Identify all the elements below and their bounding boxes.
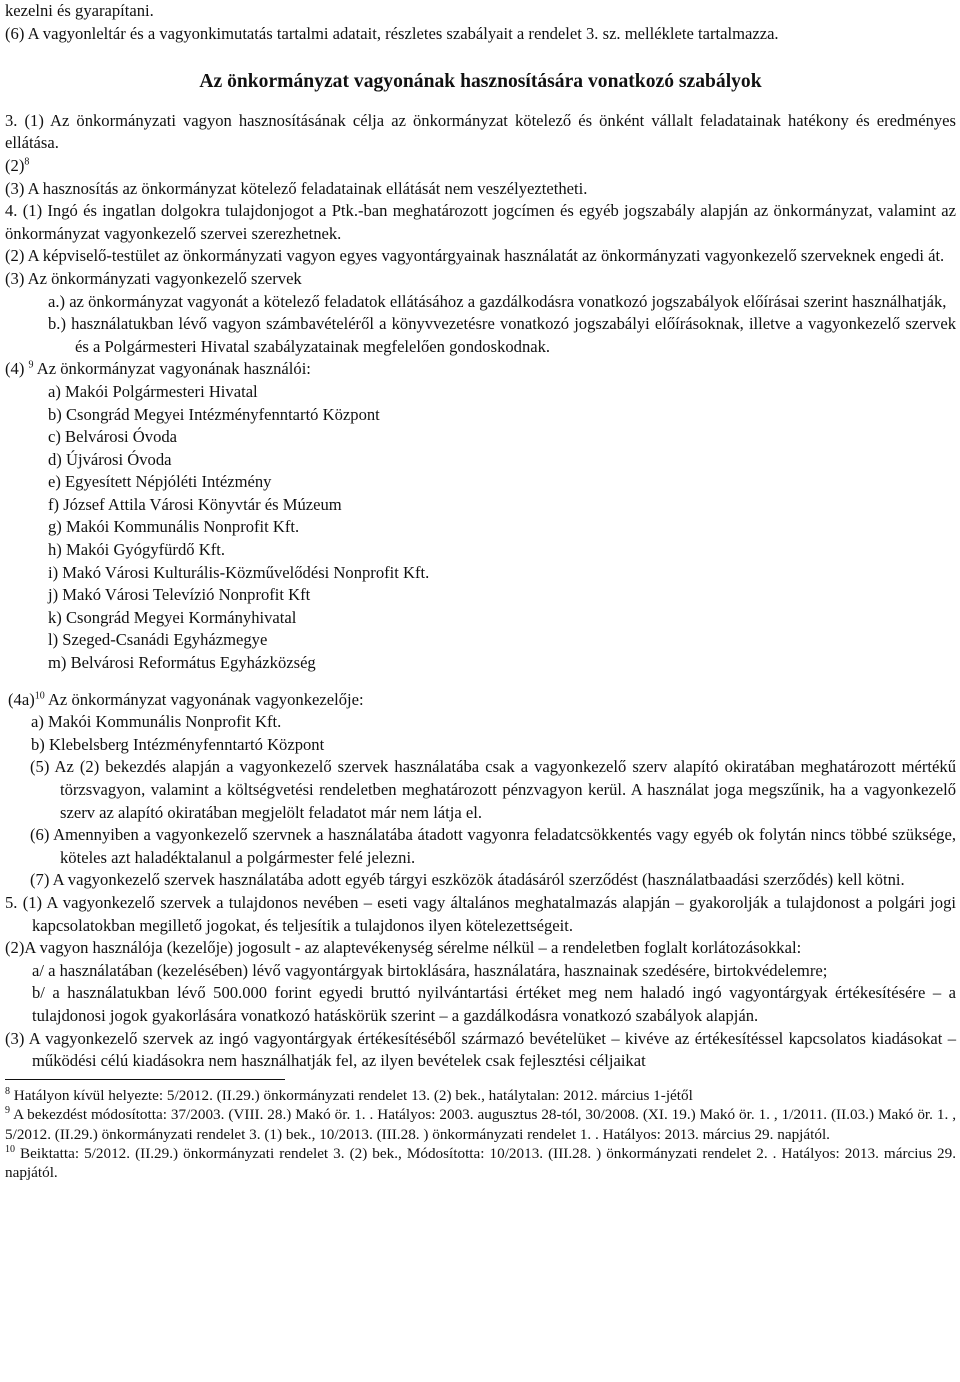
footnote-ref: 8 bbox=[24, 156, 30, 168]
paragraph-5-3: (3) A vagyonkezelő szervek az ingó vagyontárgyak értékesítéséből származó bevételüket – kivéve az értékesítéssel kapcsolatos kiadásokat – működési célú kiadásokra nem használhatják fel, az ilyen bevételek csak fejlesztési céljaikat bbox=[5, 1028, 956, 1071]
paragraph-4-4: (4) $^9$ Az önkormányzat vagyonának használói: bbox=[5, 359, 311, 379]
footnote: $^9$ A bekezdést módosította: 37/2003. (VIII. 28.) Makó ör. 1. . Hatályos: 2003. augusztus 28-tól, 30/2008. (XI. 19.) Makó ör. 1. , 1/2011. (II.03.) Makó ör. 1. , 5/2012. (II.29.) önkormányzati rendelet 3. (1) bek., 10/2013. (III.28. ) önkormányzati rendelet 1. . Hatályos: 2013. március 29. napjától. bbox=[5, 1105, 956, 1143]
paragraph-4-6: (6) Amennyiben a vagyonkezelő szervnek a használatába átadott vagyonra feladatcsökkentés vagy egyéb ok folytán nincs többé szüksége, köteles azt haladéktalanul a polgármester felé jelezni. bbox=[30, 825, 956, 867]
footnote-divider bbox=[5, 1079, 285, 1080]
kezelok-list bbox=[5, 711, 956, 756]
paragraph-4-4a: $(4a)^{10}$ Az önkormányzat vagyonának vagyonkezelője: bbox=[8, 689, 364, 709]
list-item: k) Csongrád Megyei Kormányhivatal bbox=[48, 607, 297, 627]
users-list bbox=[5, 381, 956, 675]
footnote: $^{10}$ Beiktatta: 5/2012. (II.29.) önkormányzati rendelet 3. (2) bek., Módosította: 10/2013. (III.28. ) önkormányzati rendelet 2. . Hatályos: 2013. március 29. napjától. bbox=[5, 1143, 956, 1182]
paragraph-5-2: (2)A vagyon használója (kezelője) jogosult - az alaptevékenység sérelme nélkül – a rendeletben foglalt korlátozásokkal: bbox=[5, 938, 802, 958]
footnotes bbox=[5, 1086, 956, 1183]
text-line: kezelni és gyarapítani. bbox=[5, 1, 154, 20]
paragraph-4-3-b: b.) használatukban lévő vagyon számbavételéről a könyvvezetésre vonatkozó jogszabályi előírásoknak, illetve a vagyonkezelő szervek és a Polgármesteri Hivatal szabályzatainak megfelelően gondoskodnak. bbox=[48, 314, 956, 356]
list-item: c) Belvárosi Óvoda bbox=[48, 427, 178, 447]
list-item: b) Csongrád Megyei Intézményfenntartó Központ bbox=[48, 404, 380, 424]
list-item: h) Makói Gyógyfürdő Kft. bbox=[48, 540, 225, 560]
list-item: a) Makói Polgármesteri Hivatal bbox=[48, 381, 258, 401]
list-item: d) Újvárosi Óvoda bbox=[48, 449, 172, 469]
list-item: f) József Attila Városi Könyvtár és Múzeum bbox=[48, 494, 342, 514]
paragraph-5-2-a: a/ a használatában (kezelésében) lévő vagyontárgyak birtoklására, használatára, hasznainak szedésére, birtokvédelemre; bbox=[32, 960, 828, 980]
list-item: l) Szeged-Csanádi Egyházmegye bbox=[48, 630, 268, 650]
paragraph-4-7: (7) A vagyonkezelő szervek használatába adott egyéb tárgyi eszközök átadásáról szerződést (használatbaadási szerződés) kell kötni. bbox=[30, 870, 905, 890]
text-line: (6) A vagyonleltár és a vagyonkimutatás tartalmi adatait, részletes szabályait a rendelet 3. sz. melléklete tartalmazza. bbox=[5, 23, 779, 43]
list-item: i) Makó Városi Kulturális-Közművelődési Nonprofit Kft. bbox=[48, 562, 430, 582]
list-item: b) Klebelsberg Intézményfenntartó Központ bbox=[31, 734, 325, 754]
paragraph-3-1: 3. (1) Az önkormányzati vagyon hasznosításának célja az önkormányzat kötelező és önként vállalt feladatainak hatékony és eredményes ellátása. bbox=[5, 110, 956, 153]
list-item: j) Makó Városi Televízió Nonprofit Kft bbox=[48, 585, 311, 605]
paragraph-4-3-a: a.) az önkormányzat vagyonát a kötelező feladatok ellátásához a gazdálkodásra vonatkozó jogszabályok előírásai szerint használhatják, bbox=[48, 291, 947, 311]
section-title: Az önkormányzat vagyonának hasznosítására vonatkozó szabályok bbox=[199, 71, 762, 93]
paragraph-4-3: (3) Az önkormányzati vagyonkezelő szervek bbox=[5, 268, 302, 288]
paragraph-5-1: 5. (1) A vagyonkezelő szervek a tulajdonos nevében – eseti vagy általános meghatalmazás alapján – gyakorolják a tulajdonost a polgári jogi kapcsolatokban megillető jogokat, és teljesítik a tulajdonos ilyen kötelezettségeit. bbox=[5, 892, 956, 935]
paragraph-4-1: 4. (1) Ingó és ingatlan dolgokra tulajdonjogot a Ptk.-ban meghatározott jogcímen és egyéb jogszabály alapján az önkormányzat, valamint az önkormányzat vagyonkezelő szervei szerezhetnek. bbox=[5, 201, 956, 243]
paragraph-3-2: $(2)^8$ bbox=[5, 155, 30, 175]
footnote: $^8$ Hatályon kívül helyezte: 5/2012. (II.29.) önkormányzati rendelet 13. (2) bek., hatálytalan: 2012. március 1-jétől bbox=[5, 1085, 693, 1104]
paragraph-4-2: (2) A képviselő-testület az önkormányzati vagyon egyes vagyontárgyainak használatát az önkormányzati vagyonkezelő szerveknek engedi át. bbox=[5, 246, 945, 266]
paragraph-3-3: (3) A hasznosítás az önkormányzat kötelező feladatainak ellátását nem veszélyeztetheti. bbox=[5, 178, 588, 198]
spacer bbox=[5, 675, 956, 689]
list-item: m) Belvárosi Református Egyházközség bbox=[48, 653, 316, 673]
list-item: g) Makói Kommunális Nonprofit Kft. bbox=[48, 517, 300, 537]
list-item: a) Makói Kommunális Nonprofit Kft. bbox=[31, 712, 282, 732]
footnote-ref: 10 bbox=[34, 690, 45, 702]
paragraph-4-5: (5) Az (2) bekezdés alapján a vagyonkezelő szervek használatába csak a vagyonkezelő szerv alapító okiratában meghatározott mértékű törzsvagyon, valamint a költségvetési rendeletben meghatározott pénzvagyon kerül. A használat joga megszűnik, ha a vagyonkezelő szerv az alapító okiratában megjelölt feladatot már nem látja el. bbox=[30, 757, 956, 822]
list-item: e) Egyesített Népjóléti Intézmény bbox=[48, 472, 272, 492]
footnote-ref: 9 bbox=[28, 359, 34, 371]
paragraph-5-2-b: b/ a használatukban lévő 500.000 forint egyedi bruttó nyilvántartási értéket meg nem haladó ingó vagyontárgyak értékesítésére – a tulajdonosi jogok gyakorlására vonatkozó hatáskörük szerint – a gazdálkodásra vonatkozó szabályok alapján. bbox=[32, 983, 956, 1025]
